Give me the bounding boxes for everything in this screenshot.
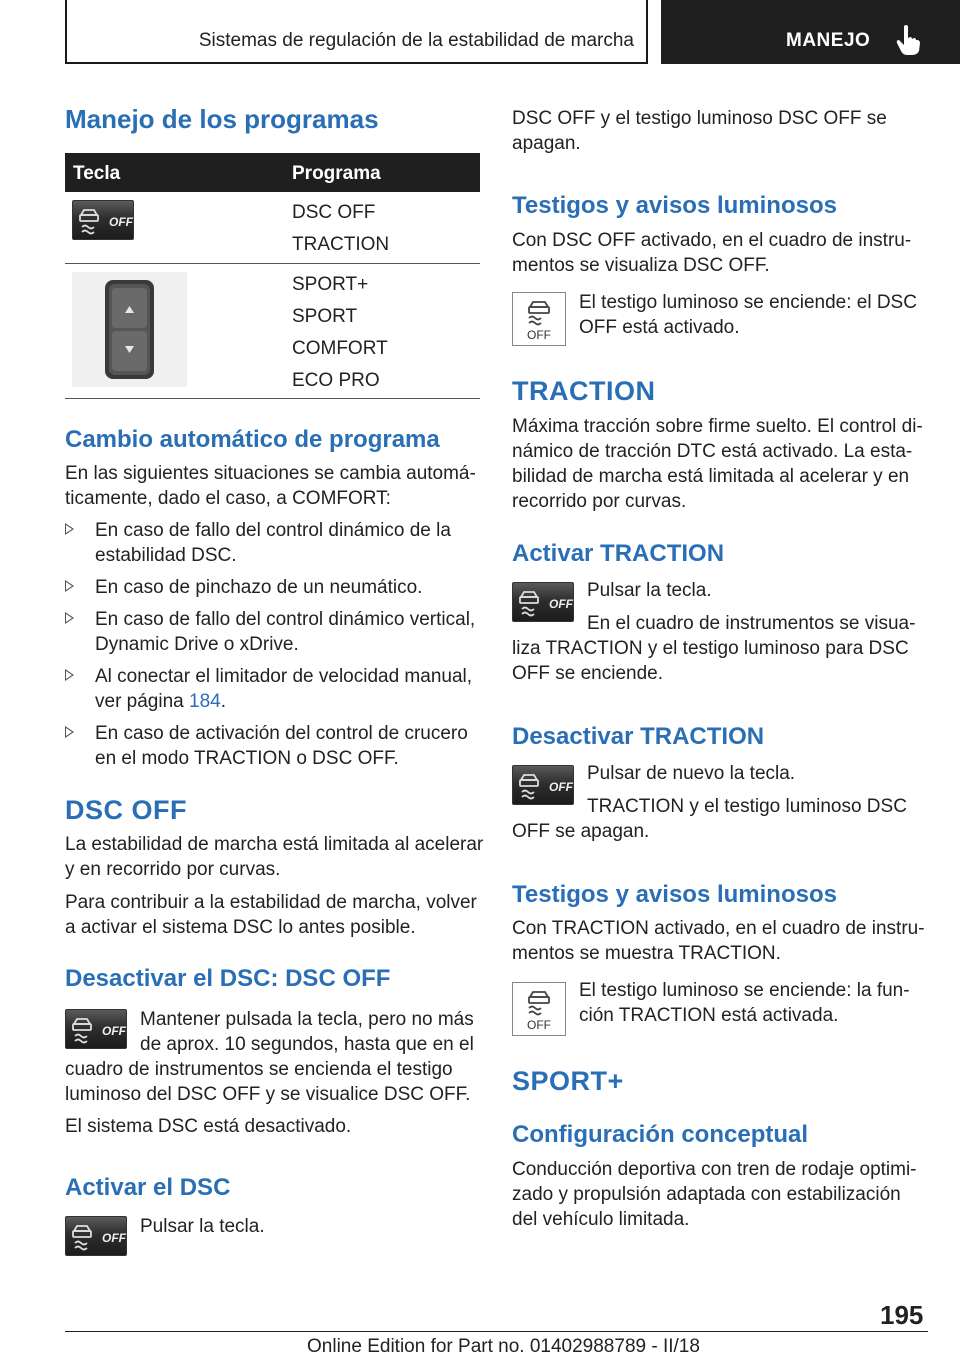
- dsc-off-button-image: [65, 1216, 127, 1256]
- bullet-triangle-icon: [65, 726, 74, 738]
- table-cell: TRACTION: [292, 234, 390, 255]
- header-tab-label: MANEJO: [786, 30, 871, 51]
- heading-sport-plus: SPORT+: [512, 1066, 624, 1096]
- svg-text:OFF: OFF: [527, 328, 551, 342]
- act-traction-text-a: Pulsar la tecla.: [587, 580, 712, 601]
- heading-activate-dsc: Activar el DSC: [65, 1174, 231, 1201]
- act-text: Pulsar la tecla.: [140, 1216, 265, 1237]
- header-title: Sistemas de regulación de la estabilidad de marcha: [198, 30, 634, 51]
- dsc-off-button-image: [512, 582, 574, 622]
- deact-traction-text-a: Pulsar de nuevo la tecla.: [587, 763, 796, 784]
- act-traction-text-c: liza TRACTION y el testigo luminoso para DSC OFF se enciende.: [512, 638, 909, 684]
- bullet-triangle-icon: [65, 523, 74, 535]
- table-cell: SPORT+: [292, 274, 369, 295]
- text-line: En las siguientes situaciones se cambia automá-: [65, 463, 476, 484]
- page-link[interactable]: 184: [189, 691, 221, 712]
- heading-deactivate-dsc: Desactivar el DSC: DSC OFF: [65, 965, 391, 992]
- act-traction-text-b: En el cuadro de instrumentos se visua-: [587, 613, 916, 634]
- svg-text:OFF: OFF: [527, 1018, 551, 1032]
- bullet-triangle-icon: [65, 580, 74, 592]
- traction-paragraph: Máxima tracción sobre firme suelto. El control di- námico de tracción DTC está activado. La esta- bilidad de marcha está limitada al acelerar y en recorrido por curvas.: [512, 416, 923, 512]
- footer-text: Online Edition for Part no. 01402988789 - II/18: [307, 1336, 700, 1357]
- config-paragraph: Conducción deportiva con tren de rodaje optimi- zado y propulsión adaptada con estabilización del vehículo limitada.: [512, 1159, 917, 1230]
- table-cell: DSC OFF: [292, 202, 376, 223]
- traction-indicator-icon: [512, 982, 566, 1036]
- heading-programs: Manejo de los programas: [65, 104, 379, 134]
- dscoff-paragraph-1: La estabilidad de marcha está limitada al acelerar y en recorrido por curvas.: [65, 834, 484, 880]
- svg-text:OFF: OFF: [549, 780, 573, 794]
- svg-text:OFF: OFF: [102, 1024, 126, 1038]
- program-table-header: [65, 153, 480, 192]
- deact-text-b: cuadro de instrumentos se encienda el testigo luminoso del DSC OFF y se visualice DSC OFF.: [65, 1059, 471, 1105]
- table-col-program: Programa: [292, 163, 381, 184]
- bullet-triangle-icon: [65, 612, 74, 624]
- heading-warnings-1: Testigos y avisos luminosos: [512, 192, 837, 219]
- warn1-paragraph: Con DSC OFF activado, en el cuadro de instru- mentos se visualiza DSC OFF.: [512, 230, 912, 276]
- deact-status: El sistema DSC está desactivado.: [65, 1116, 352, 1137]
- deact-traction-text-b: TRACTION y el testigo luminoso DSC: [587, 796, 907, 817]
- warn1-indicator-text: El testigo luminoso se enciende: el DSC OFF está activado.: [579, 292, 917, 338]
- heading-auto-change: Cambio automático de programa: [65, 426, 440, 453]
- warn2-paragraph: Con TRACTION activado, en el cuadro de instru- mentos se muestra TRACTION.: [512, 918, 925, 964]
- dsc-off-button-image: [65, 1009, 127, 1049]
- svg-text:OFF: OFF: [102, 1231, 126, 1245]
- table-divider: [65, 398, 480, 399]
- dsc-off-button-image: [512, 765, 574, 805]
- right-top-paragraph: DSC OFF y el testigo luminoso DSC OFF se apagan.: [512, 108, 887, 154]
- heading-warnings-2: Testigos y avisos luminosos: [512, 881, 837, 908]
- heading-configuration: Configuración conceptual: [512, 1121, 809, 1148]
- drive-mode-switch-image: [72, 272, 187, 387]
- table-divider: [65, 263, 480, 264]
- footer-divider: [65, 1331, 928, 1332]
- svg-text:OFF: OFF: [549, 597, 573, 611]
- table-col-key: Tecla: [73, 163, 121, 184]
- table-cell: COMFORT: [292, 338, 388, 359]
- deact-text-a: Mantener pulsada la tecla, pero no más de aprox. 10 segundos, hasta que en el: [140, 1009, 474, 1055]
- warn2-indicator-text: El testigo luminoso se enciende: la fun- ción TRACTION está activada.: [579, 980, 910, 1026]
- dscoff-paragraph-2: Para contribuir a la estabilidad de marcha, volver a activar el sistema DSC lo antes posible.: [65, 892, 477, 938]
- hand-pointer-icon: [893, 24, 923, 56]
- heading-traction: TRACTION: [512, 376, 656, 406]
- deact-traction-text-c: OFF se apagan.: [512, 821, 650, 842]
- dsc-off-indicator-icon: [512, 292, 566, 346]
- dsc-off-button-image: [72, 200, 134, 240]
- button-off-text: OFF: [109, 215, 133, 229]
- bullet-triangle-icon: [65, 669, 74, 681]
- heading-deactivate-traction: Desactivar TRACTION: [512, 723, 765, 750]
- table-cell: ECO PRO: [292, 370, 380, 391]
- auto-paragraph: [65, 461, 476, 511]
- text-line: ticamente, dado el caso, a COMFORT:: [65, 488, 391, 509]
- heading-activate-traction: Activar TRACTION: [512, 540, 725, 567]
- table-cell: SPORT: [292, 306, 358, 327]
- page-number: 195: [880, 1300, 924, 1330]
- heading-dsc-off: DSC OFF: [65, 795, 187, 825]
